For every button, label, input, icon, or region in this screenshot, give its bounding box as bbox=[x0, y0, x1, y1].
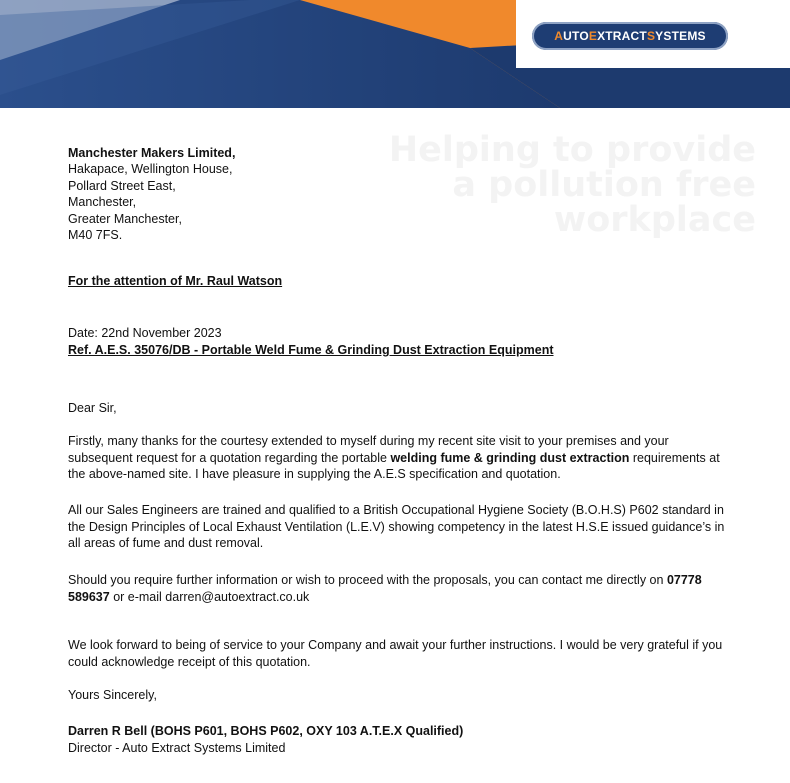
paragraph-contact: Should you require further information or wish to proceed with the proposals, you can contact me directly on 07778 589637 or e-mail darren@autoextract.co.uk bbox=[68, 573, 702, 604]
signatory-title: Director - Auto Extract Systems Limited bbox=[68, 741, 286, 755]
product-highlight: welding fume & grinding dust extraction bbox=[390, 450, 630, 465]
letterhead-banner bbox=[0, 0, 790, 108]
tagline-line: workplace bbox=[553, 200, 756, 240]
address-line: Hakapace, Wellington House, bbox=[68, 162, 233, 177]
paragraph-intro: Firstly, many thanks for the courtesy extended to myself during my recent site visit to your premises and your subsequent request for a quotation regarding the portable welding fume & grinding dust extraction requirements at the above-named site. I have pleasure in supplying the A.E.S specification and quotation. bbox=[68, 434, 720, 481]
address-line: Greater Manchester, bbox=[68, 211, 182, 226]
attention-line: For the attention of Mr. Raul Watson bbox=[68, 274, 283, 288]
date-line: Date: 22nd November 2023 bbox=[68, 326, 222, 340]
tagline-line: Helping to provide bbox=[388, 130, 756, 170]
phone-number: 07778 589637 bbox=[68, 573, 702, 604]
address-line: Pollard Street East, bbox=[68, 178, 176, 193]
address-line: Manchester, bbox=[68, 195, 137, 210]
closing-line: Yours Sincerely, bbox=[68, 688, 157, 702]
salutation: Dear Sir, bbox=[68, 401, 117, 415]
paragraph-qualifications: All our Sales Engineers are trained and qualified to a British Occupational Hygiene Society (B.O.H.S) P602 standard in the Design Principles of Local Exhaust Ventilation (L.E.V) showing competency in the latest H.S.E issued guidance’s in all areas of fume and dust removal. bbox=[68, 503, 725, 550]
signatory-name: Darren R Bell (BOHS P601, BOHS P602, OXY 103 A.T.E.X Qualified) bbox=[68, 724, 464, 738]
recipient-address bbox=[68, 145, 235, 243]
address-line: M40 7FS. bbox=[68, 227, 123, 242]
tagline-watermark bbox=[388, 130, 756, 240]
paragraph-closing-remarks: We look forward to being of service to your Company and await your further instructions. I would be very grateful if you could acknowledge receipt of this quotation. bbox=[68, 638, 723, 669]
reference-line: Ref. A.E.S. 35076/DB - Portable Weld Fume & Grinding Dust Extraction Equipment bbox=[68, 343, 554, 357]
recipient-company: Manchester Makers Limited, bbox=[68, 146, 236, 160]
logo-container bbox=[516, 0, 790, 68]
company-logo: A UTO E XTRACT S YSTEMS bbox=[532, 22, 728, 50]
tagline-line: a pollution free bbox=[452, 165, 756, 205]
